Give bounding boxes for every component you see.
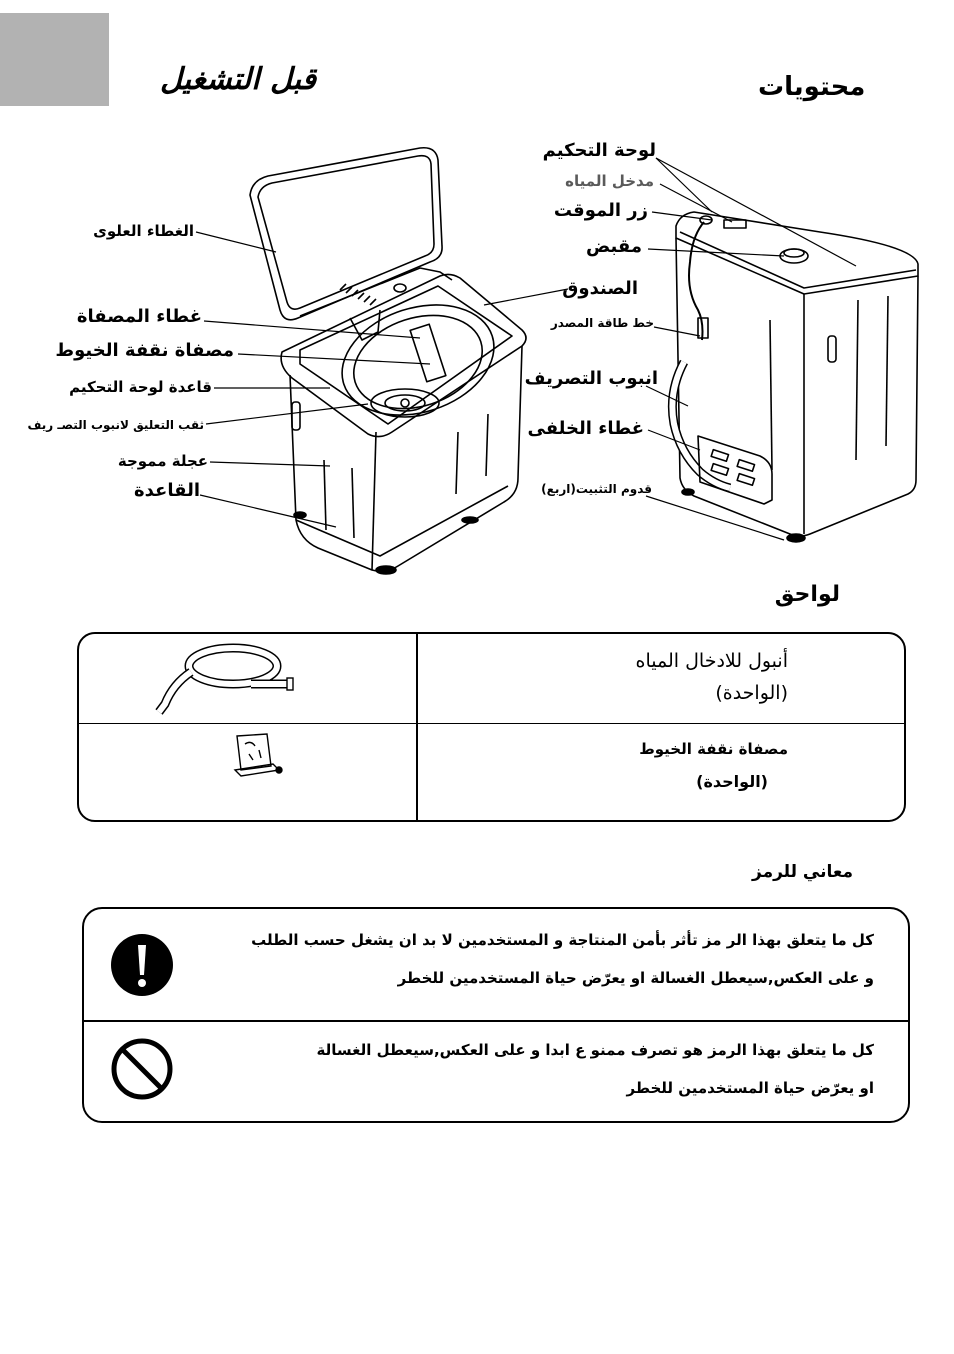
back-view-machine-drawing	[672, 212, 918, 542]
symbol-2-text-line1: كل ما يتعلق بهذا الرمز هو تصرف ممنو ع ابدا و على العكس,سيعطل الغسالة	[316, 1041, 874, 1059]
symbol-meanings-box	[82, 907, 910, 1123]
left-leader-lines	[196, 232, 568, 527]
accessories-table	[77, 632, 906, 822]
label-timer-knob: زر الموقت	[553, 200, 648, 221]
accessory-row-inlet-hose	[79, 634, 904, 724]
label-drain-hose-hook: ثقب التعليق لانبوب التصـ ريف	[27, 418, 204, 432]
label-pulsator: عجلة مموجة	[117, 452, 208, 470]
accessory-lint-filter-qty: (الواحدة)	[696, 772, 768, 791]
label-lint-filter: مصفاة نقفة الخيوط	[55, 340, 234, 361]
lint-filter-icon	[227, 730, 289, 782]
front-view-machine-drawing	[250, 148, 526, 574]
accessories-title: لواحق	[774, 582, 840, 607]
label-feet: قدوم التثبيت(اربع)	[541, 482, 652, 496]
label-base: القاعدة	[134, 480, 200, 501]
label-drain-hose: انبوب التصريف	[524, 368, 658, 389]
section-title-before-operation: قبل التشغيل	[160, 62, 317, 97]
label-back-cover: غطاء الخلفى	[527, 418, 644, 439]
symbol-1-text-line1: كل ما يتعلق بهذا الر مز تأثر بأمن المنتاجة و المستخدمين لا بد ان يشغل حسب الطلب	[251, 931, 874, 949]
label-cabinet: الصندوق	[562, 278, 638, 299]
symbol-2-text-line2: او يعرّض حياة المستخدمين للخطر	[626, 1079, 874, 1097]
label-handle: مقبض	[585, 236, 642, 257]
mandatory-exclamation-icon	[110, 933, 174, 997]
section-title-contents: محتويات	[758, 72, 866, 102]
accessories-table-divider	[416, 634, 418, 820]
label-power-cord: خط طاقة المصدر	[550, 316, 654, 330]
accessory-inlet-hose-qty: (الواحدة)	[715, 682, 788, 704]
symbol-box-divider	[84, 1020, 908, 1022]
inlet-hose-icon	[151, 640, 301, 718]
prohibited-circle-icon	[110, 1037, 174, 1101]
accessory-row-lint-filter	[79, 724, 904, 820]
label-control-panel-base: قاعدة لوحة التحكيم	[69, 378, 212, 396]
page-corner-tab	[0, 13, 109, 106]
symbol-meanings-title: معاني للرمز	[752, 862, 854, 882]
label-water-inlet: مدخل المياه	[565, 172, 654, 190]
label-control-panel: لوحة التحكيم	[542, 140, 656, 161]
symbol-1-text-line2: و على العكس,سيعطل الغسالة او يعرّض حياة المستخدمين للخطر	[397, 969, 874, 987]
accessory-inlet-hose-name: أنبول للادخال المياه	[635, 650, 788, 672]
label-filter-cover: غطاء المصفاة	[76, 306, 202, 327]
accessory-lint-filter-name: مصفاة نقفة الخيوط	[639, 740, 788, 758]
label-top-lid: الغطاء العلوى	[93, 222, 194, 240]
